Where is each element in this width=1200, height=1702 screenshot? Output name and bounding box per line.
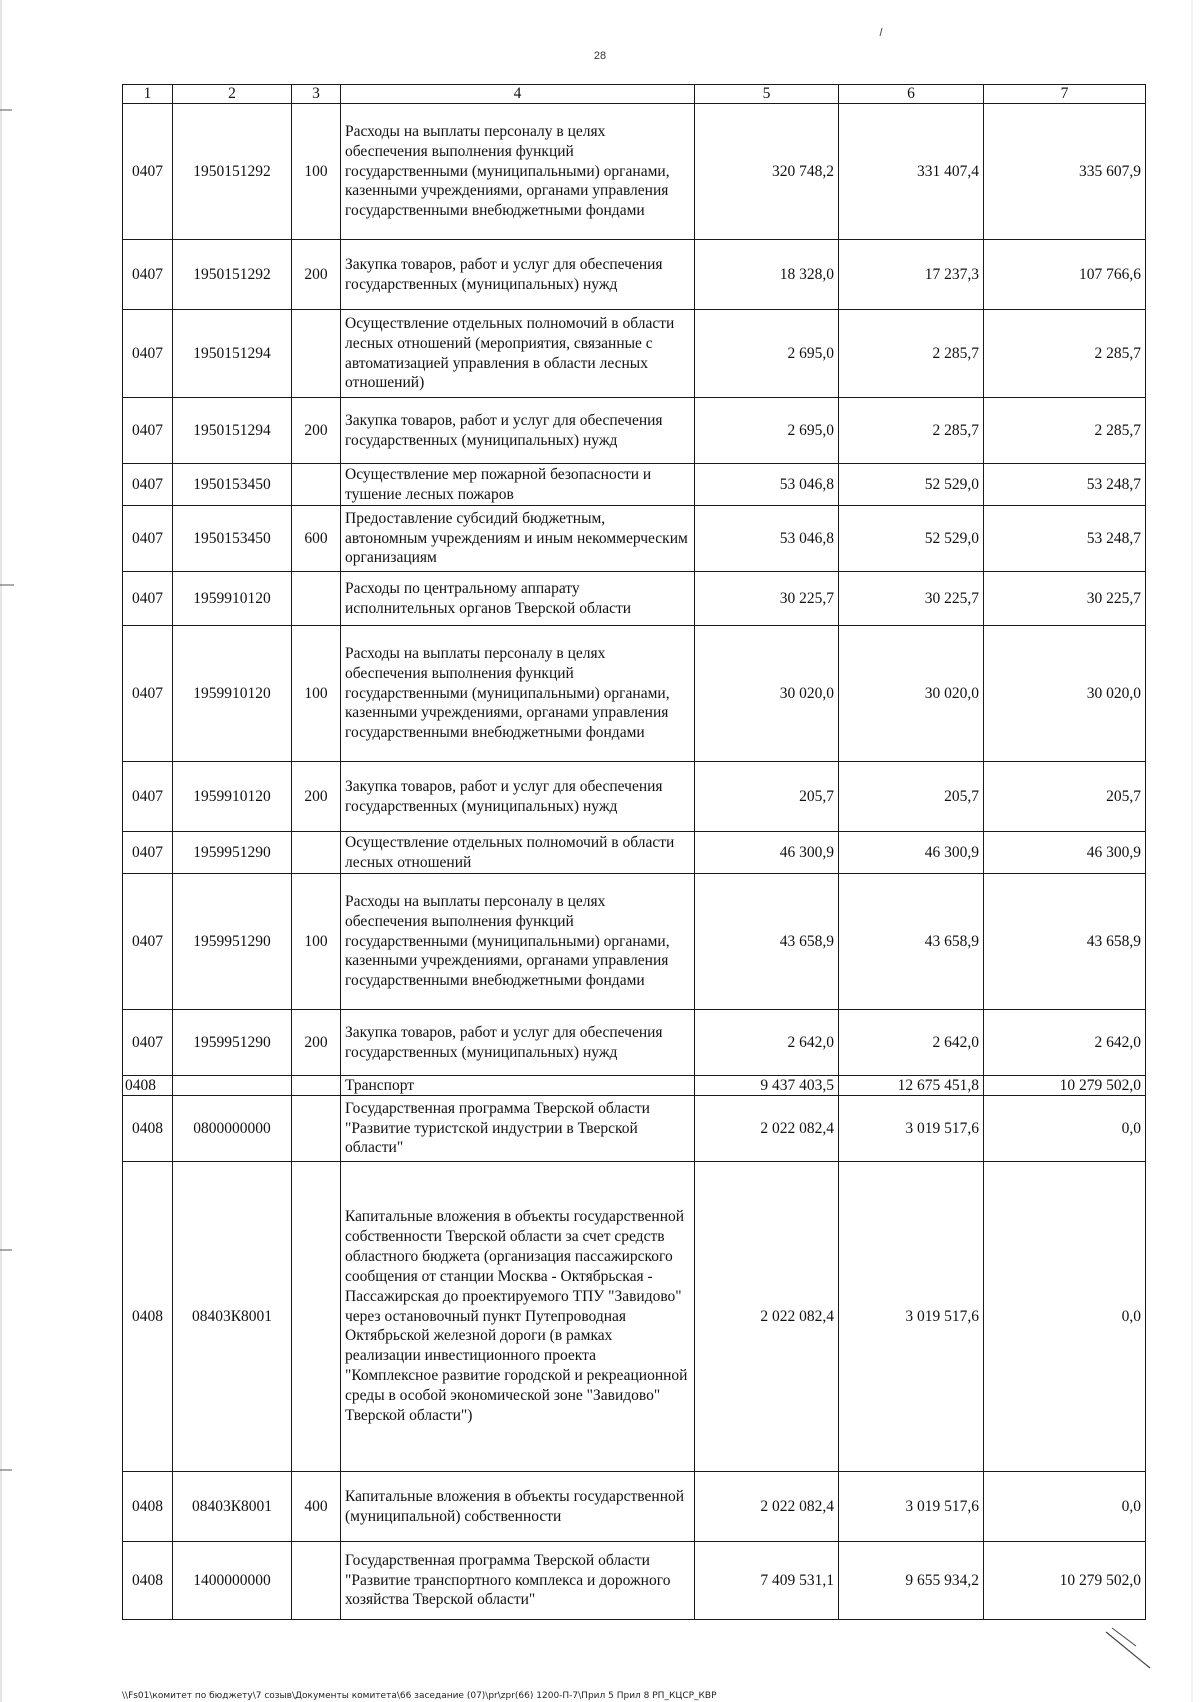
section-cell: 0408 <box>123 1096 173 1162</box>
value-col5-cell: 30 225,7 <box>695 572 839 626</box>
value-col6-cell: 331 407,4 <box>839 104 984 240</box>
target-code-cell: 1950151294 <box>173 310 292 398</box>
name-cell: Расходы по центральному аппарату исполнительных органов Тверской области <box>341 572 695 626</box>
section-cell: 0407 <box>123 626 173 762</box>
value-col7-cell: 10 279 502,0 <box>984 1076 1146 1096</box>
name-cell: Закупка товаров, работ и услуг для обеспечения государственных (муниципальных) нужд <box>341 398 695 464</box>
value-col6-cell: 52 529,0 <box>839 506 984 572</box>
value-col6-cell: 9 655 934,2 <box>839 1542 984 1620</box>
value-col6-cell: 52 529,0 <box>839 464 984 506</box>
table-row <box>123 572 1146 626</box>
target-code-cell: 1950151292 <box>173 104 292 240</box>
section-cell: 0407 <box>123 398 173 464</box>
header-col-2: 2 <box>173 85 292 104</box>
name-cell: Закупка товаров, работ и услуг для обеспечения государственных (муниципальных) нужд <box>341 762 695 832</box>
section-cell: 0408 <box>123 1162 173 1472</box>
expense-type-cell: 600 <box>292 506 341 572</box>
expense-type-cell: 100 <box>292 626 341 762</box>
target-code-cell: 1400000000 <box>173 1542 292 1620</box>
name-cell: Капитальные вложения в объекты государственной собственности Тверской области за счет средств областного бюджета (организация пассажирского сообщения от станции Москва - Октябрьская - Пассажирская до проектируемого ТПУ "Завидово" через остановочный пункт Путепроводная Октябрьской железной дороги (в рамках реализации инвестиционного проекта "Комплексное развитие городской и рекреационной среды в особой экономической зоне "Завидово" Тверской области") <box>341 1162 695 1472</box>
value-col5-cell: 2 642,0 <box>695 1010 839 1076</box>
expense-type-cell: 400 <box>292 1472 341 1542</box>
header-col-4: 4 <box>341 85 695 104</box>
expense-type-cell <box>292 1096 341 1162</box>
name-cell: Закупка товаров, работ и услуг для обеспечения государственных (муниципальных) нужд <box>341 1010 695 1076</box>
name-cell: Предоставление субсидий бюджетным, автономным учреждениям и иным некоммерческим организациям <box>341 506 695 572</box>
expense-type-cell <box>292 572 341 626</box>
section-cell: 0407 <box>123 572 173 626</box>
value-col5-cell: 2 022 082,4 <box>695 1162 839 1472</box>
expense-type-cell: 200 <box>292 762 341 832</box>
value-col5-cell: 2 022 082,4 <box>695 1096 839 1162</box>
value-col5-cell: 2 022 082,4 <box>695 1472 839 1542</box>
section-cell: 0407 <box>123 832 173 874</box>
value-col7-cell: 0,0 <box>984 1472 1146 1542</box>
value-col7-cell: 0,0 <box>984 1096 1146 1162</box>
value-col6-cell: 46 300,9 <box>839 832 984 874</box>
table-row <box>123 832 1146 874</box>
value-col7-cell: 2 285,7 <box>984 310 1146 398</box>
value-col6-cell: 12 675 451,8 <box>839 1076 984 1096</box>
target-code-cell: 1950153450 <box>173 506 292 572</box>
value-col5-cell: 2 695,0 <box>695 398 839 464</box>
target-code-cell: 1950151292 <box>173 240 292 310</box>
value-col5-cell: 46 300,9 <box>695 832 839 874</box>
value-col7-cell: 205,7 <box>984 762 1146 832</box>
table-row <box>123 1472 1146 1542</box>
table-row <box>123 626 1146 762</box>
name-cell: Расходы на выплаты персоналу в целях обеспечения выполнения функций государственными (муниципальными) органами, казенными учреждениями, органами управления государственными внебюджетными фондами <box>341 626 695 762</box>
page-number: 28 <box>593 50 607 62</box>
value-col6-cell: 30 225,7 <box>839 572 984 626</box>
value-col5-cell: 2 695,0 <box>695 310 839 398</box>
table-row <box>123 104 1146 240</box>
table-row <box>123 506 1146 572</box>
name-cell: Капитальные вложения в объекты государственной (муниципальной) собственности <box>341 1472 695 1542</box>
expense-type-cell <box>292 464 341 506</box>
expense-type-cell <box>292 1162 341 1472</box>
section-cell: 0407 <box>123 762 173 832</box>
header-col-7: 7 <box>984 85 1146 104</box>
value-col5-cell: 53 046,8 <box>695 464 839 506</box>
expense-type-cell: 200 <box>292 240 341 310</box>
value-col6-cell: 30 020,0 <box>839 626 984 762</box>
value-col6-cell: 43 658,9 <box>839 874 984 1010</box>
target-code-cell: 08403К8001 <box>173 1162 292 1472</box>
value-col7-cell: 53 248,7 <box>984 506 1146 572</box>
table-row <box>123 398 1146 464</box>
value-col7-cell: 2 642,0 <box>984 1010 1146 1076</box>
expense-type-cell: 200 <box>292 398 341 464</box>
value-col5-cell: 53 046,8 <box>695 506 839 572</box>
target-code-cell: 1959951290 <box>173 832 292 874</box>
value-col6-cell: 3 019 517,6 <box>839 1096 984 1162</box>
table-row <box>123 240 1146 310</box>
header-col-1: 1 <box>123 85 173 104</box>
target-code-cell: 08403К8001 <box>173 1472 292 1542</box>
value-col5-cell: 30 020,0 <box>695 626 839 762</box>
section-cell: 0408 <box>123 1542 173 1620</box>
table-row <box>123 1010 1146 1076</box>
target-code-cell: 1959951290 <box>173 1010 292 1076</box>
value-col5-cell: 7 409 531,1 <box>695 1542 839 1620</box>
value-col6-cell: 17 237,3 <box>839 240 984 310</box>
value-col7-cell: 2 285,7 <box>984 398 1146 464</box>
expense-type-cell: 100 <box>292 104 341 240</box>
value-col7-cell: 10 279 502,0 <box>984 1542 1146 1620</box>
target-code-cell: 1950151294 <box>173 398 292 464</box>
expense-type-cell <box>292 1076 341 1096</box>
header-row <box>123 85 1146 104</box>
value-col7-cell: 53 248,7 <box>984 464 1146 506</box>
section-cell: 0407 <box>123 104 173 240</box>
target-code-cell: 1959910120 <box>173 762 292 832</box>
table-row <box>123 874 1146 1010</box>
expense-type-cell <box>292 310 341 398</box>
value-col7-cell: 335 607,9 <box>984 104 1146 240</box>
value-col6-cell: 205,7 <box>839 762 984 832</box>
section-cell: 0407 <box>123 506 173 572</box>
header-col-5: 5 <box>695 85 839 104</box>
section-cell: 0407 <box>123 310 173 398</box>
value-col7-cell: 43 658,9 <box>984 874 1146 1010</box>
table-row <box>123 762 1146 832</box>
footer-file-path: \\Fs01\комитет по бюджету\7 созыв\Документы комитета\66 заседание (07)\pr\zpr(66) 1200-П-7\Прил 5 Прил 8 РП_КЦСР_КВР <box>122 1691 717 1701</box>
target-code-cell: 1959910120 <box>173 572 292 626</box>
expense-type-cell: 100 <box>292 874 341 1010</box>
table-row <box>123 310 1146 398</box>
target-code-cell: 1950153450 <box>173 464 292 506</box>
value-col6-cell: 2 642,0 <box>839 1010 984 1076</box>
value-col7-cell: 46 300,9 <box>984 832 1146 874</box>
expense-type-cell: 200 <box>292 1010 341 1076</box>
table-row <box>123 1076 1146 1096</box>
budget-table <box>122 84 1146 1620</box>
target-code-cell: 1959951290 <box>173 874 292 1010</box>
section-cell: 0408 <box>123 1076 173 1096</box>
table-row <box>123 1162 1146 1472</box>
table-row <box>123 464 1146 506</box>
value-col7-cell: 30 020,0 <box>984 626 1146 762</box>
section-cell: 0407 <box>123 1010 173 1076</box>
name-cell: Закупка товаров, работ и услуг для обеспечения государственных (муниципальных) нужд <box>341 240 695 310</box>
target-code-cell: 0800000000 <box>173 1096 292 1162</box>
value-col5-cell: 18 328,0 <box>695 240 839 310</box>
value-col5-cell: 43 658,9 <box>695 874 839 1010</box>
expense-type-cell <box>292 832 341 874</box>
section-cell: 0408 <box>123 1472 173 1542</box>
name-cell: Осуществление мер пожарной безопасности и тушение лесных пожаров <box>341 464 695 506</box>
table-row <box>123 1542 1146 1620</box>
expense-type-cell <box>292 1542 341 1620</box>
value-col6-cell: 2 285,7 <box>839 398 984 464</box>
table-row <box>123 1096 1146 1162</box>
name-cell: Транспорт <box>341 1076 695 1096</box>
name-cell: Расходы на выплаты персоналу в целях обеспечения выполнения функций государственными (муниципальными) органами, казенными учреждениями, органами управления государственными внебюджетными фондами <box>341 104 695 240</box>
header-col-6: 6 <box>839 85 984 104</box>
section-cell: 0407 <box>123 464 173 506</box>
value-col6-cell: 2 285,7 <box>839 310 984 398</box>
name-cell: Осуществление отдельных полномочий в области лесных отношений (мероприятия, связанные с автоматизацией управления в области лесных отношений) <box>341 310 695 398</box>
value-col5-cell: 9 437 403,5 <box>695 1076 839 1096</box>
value-col7-cell: 30 225,7 <box>984 572 1146 626</box>
target-code-cell: 1959910120 <box>173 626 292 762</box>
name-cell: Государственная программа Тверской области "Развитие транспортного комплекса и дорожного хозяйства Тверской области" <box>341 1542 695 1620</box>
name-cell: Осуществление отдельных полномочий в области лесных отношений <box>341 832 695 874</box>
section-cell: 0407 <box>123 874 173 1010</box>
value-col6-cell: 3 019 517,6 <box>839 1472 984 1542</box>
target-code-cell <box>173 1076 292 1096</box>
name-cell: Государственная программа Тверской области "Развитие туристской индустрии в Тверской области" <box>341 1096 695 1162</box>
value-col7-cell: 0,0 <box>984 1162 1146 1472</box>
value-col5-cell: 205,7 <box>695 762 839 832</box>
header-col-3: 3 <box>292 85 341 104</box>
value-col5-cell: 320 748,2 <box>695 104 839 240</box>
section-cell: 0407 <box>123 240 173 310</box>
name-cell: Расходы на выплаты персоналу в целях обеспечения выполнения функций государственными (муниципальными) органами, казенными учреждениями, органами управления государственными внебюджетными фондами <box>341 874 695 1010</box>
value-col6-cell: 3 019 517,6 <box>839 1162 984 1472</box>
value-col7-cell: 107 766,6 <box>984 240 1146 310</box>
